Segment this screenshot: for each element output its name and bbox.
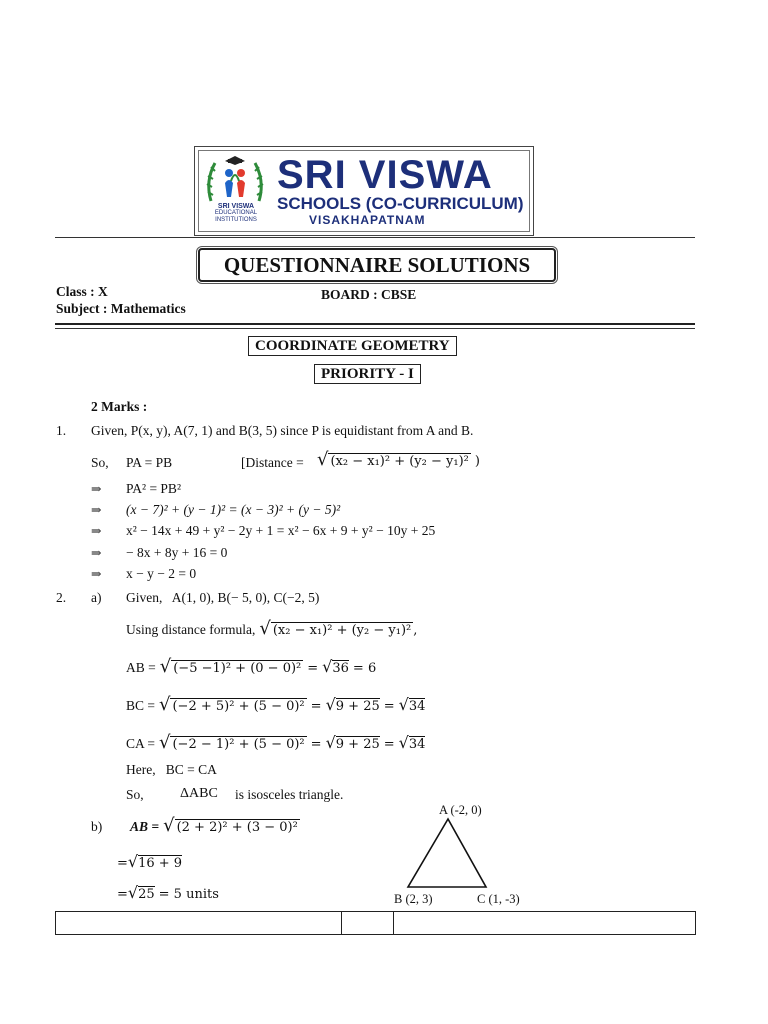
q2-ab-result: = 6 bbox=[352, 661, 377, 676]
section-heading: 2 Marks : bbox=[91, 399, 148, 414]
q1-step-1: PA² = PB² bbox=[126, 481, 181, 496]
q2-bc-eq2: = bbox=[383, 699, 395, 714]
q2-ab-eq: = bbox=[307, 661, 319, 676]
vertex-b-label: B (2, 3) bbox=[394, 892, 433, 906]
topic-heading: COORDINATE GEOMETRY bbox=[248, 336, 457, 356]
q2b-eq-1: = bbox=[117, 856, 128, 871]
q1-implies-1: ⇒ bbox=[91, 482, 102, 496]
document-title: QUESTIONNAIRE SOLUTIONS bbox=[198, 248, 556, 282]
q2-given: Given, A(1, 0), B(− 5, 0), C(−2, 5) bbox=[126, 590, 320, 605]
triangle-figure bbox=[400, 815, 500, 891]
q2-ca-eq2: = bbox=[383, 737, 395, 752]
triangle-shape bbox=[408, 819, 486, 887]
q2b-radicand: (2 + 2)² + (3 − 0)² bbox=[176, 820, 298, 835]
q1-implies-3: ⇒ bbox=[91, 524, 102, 538]
q1-implies-2: ⇒ bbox=[91, 503, 102, 517]
q2b-ab-calc: AB = √ (2 + 2)² + (3 − 0)² bbox=[130, 815, 298, 836]
q2-using-label: Using distance formula, bbox=[126, 622, 256, 637]
q2-part-b: b) bbox=[91, 819, 103, 834]
q2-using-radicand: (x₂ − x₁)² + (y₂ − y₁)² bbox=[272, 623, 412, 638]
q1-distance-label: [Distance = bbox=[241, 455, 304, 470]
q2-bc-calc: BC = √ (−2 + 5)² + (5 − 0)² = √9 + 25 = √34 bbox=[126, 694, 426, 715]
emblem-caption bbox=[198, 203, 274, 224]
class-label: Class : X bbox=[56, 284, 108, 299]
q2-ca-calc: CA = √ (−2 − 1)² + (5 − 0)² = √9 + 25 = √34 bbox=[126, 732, 426, 753]
header-divider bbox=[55, 237, 695, 238]
priority-heading: PRIORITY - I bbox=[314, 364, 421, 384]
q2-number: 2. bbox=[56, 590, 67, 605]
q2-triangle-symbol: ΔABC bbox=[180, 786, 218, 801]
emblem-caption-sub: EDUCATIONAL INSTITUTIONS bbox=[214, 210, 258, 223]
school-logo bbox=[194, 146, 534, 236]
q1-step-5: x − y − 2 = 0 bbox=[126, 566, 197, 581]
q2-ca-label: CA = bbox=[126, 736, 155, 751]
q2b-ab-label: AB = bbox=[130, 819, 160, 834]
q2-bc-label: BC = bbox=[126, 698, 155, 713]
q2-bc-radicand2: 9 + 25 bbox=[335, 699, 380, 714]
q2-ca-radicand2: 9 + 25 bbox=[335, 737, 380, 752]
q2-bc-radicand: (−2 + 5)² + (5 − 0)² bbox=[172, 699, 305, 714]
q1-number: 1. bbox=[56, 423, 67, 438]
footer-cell-1 bbox=[56, 912, 342, 934]
subject-label: Subject : Mathematics bbox=[56, 301, 186, 316]
q1-implies-4: ⇒ bbox=[91, 546, 102, 560]
q2-ab-radicand2: 36 bbox=[332, 661, 349, 676]
footer-table bbox=[55, 911, 696, 935]
q2-here: Here, BC = CA bbox=[126, 762, 217, 777]
emblem-caption-main: SRI VISWA bbox=[217, 203, 255, 210]
q1-pa-pb: PA = PB bbox=[126, 455, 173, 470]
footer-cell-2 bbox=[343, 912, 394, 934]
q2-ab-label: AB = bbox=[126, 660, 156, 675]
q2b-step-2: =√25 = 5 units bbox=[117, 883, 219, 902]
q2-using-tail: , bbox=[413, 623, 418, 638]
q2b-step-1: =√16 + 9 bbox=[117, 852, 183, 871]
logo-city: VISAKHAPATNAM bbox=[309, 213, 426, 227]
q1-given: Given, P(x, y), A(7, 1) and B(3, 5) since P is equidistant from A and B. bbox=[91, 423, 474, 438]
q2b-radicand-3: 25 bbox=[138, 887, 155, 902]
q2b-eq-2: = bbox=[117, 887, 128, 902]
board-label: BOARD : CBSE bbox=[321, 287, 417, 302]
q1-distance-close: ) bbox=[474, 454, 480, 469]
q1-so: So, bbox=[91, 455, 109, 470]
q2-ab-calc: AB = √ (−5 −1)² + (0 − 0)² = √36 = 6 bbox=[126, 656, 377, 677]
q2-ab-radicand: (−5 −1)² + (0 − 0)² bbox=[173, 661, 302, 676]
q1-implies-5: ⇒ bbox=[91, 567, 102, 581]
q2b-radicand-2: 16 + 9 bbox=[138, 856, 183, 871]
logo-title: SRI VISWA bbox=[277, 153, 493, 197]
q2-ca-radicand: (−2 − 1)² + (5 − 0)² bbox=[172, 737, 305, 752]
q2-bc-eq: = bbox=[310, 699, 322, 714]
q2-part-a: a) bbox=[91, 590, 102, 605]
vertex-a-label: A (-2, 0) bbox=[439, 803, 482, 817]
q2-ca-eq: = bbox=[310, 737, 322, 752]
q2b-result: = 5 units bbox=[158, 887, 219, 902]
q2-bc-radicand3: 34 bbox=[408, 699, 426, 714]
q2-using-formula: Using distance formula, √ (x₂ − x₁)² + (y₂ − y₁)² , bbox=[126, 618, 418, 639]
vertex-c-label: C (1, -3) bbox=[477, 892, 520, 906]
q2-conclusion: is isosceles triangle. bbox=[235, 787, 344, 802]
q1-step-2: (x − 7)² + (y − 1)² = (x − 3)² + (y − 5)² bbox=[126, 502, 341, 517]
q1-distance-radicand: (x₂ − x₁)² + (y₂ − y₁)² bbox=[330, 454, 469, 469]
q2-so: So, bbox=[126, 787, 144, 802]
q1-step-3: x² − 14x + 49 + y² − 2y + 1 = x² − 6x + 9 + y² − 10y + 25 bbox=[126, 523, 436, 538]
q1-step-4: − 8x + 8y + 16 = 0 bbox=[126, 545, 228, 560]
q1-distance-formula: √ (x₂ − x₁)² + (y₂ − y₁)² ) bbox=[317, 449, 480, 470]
double-rule-bottom bbox=[55, 328, 695, 329]
q2-ca-radicand3: 34 bbox=[408, 737, 426, 752]
double-rule-top bbox=[55, 323, 695, 325]
logo-subtitle: SCHOOLS (CO-CURRICULUM) bbox=[277, 194, 524, 213]
